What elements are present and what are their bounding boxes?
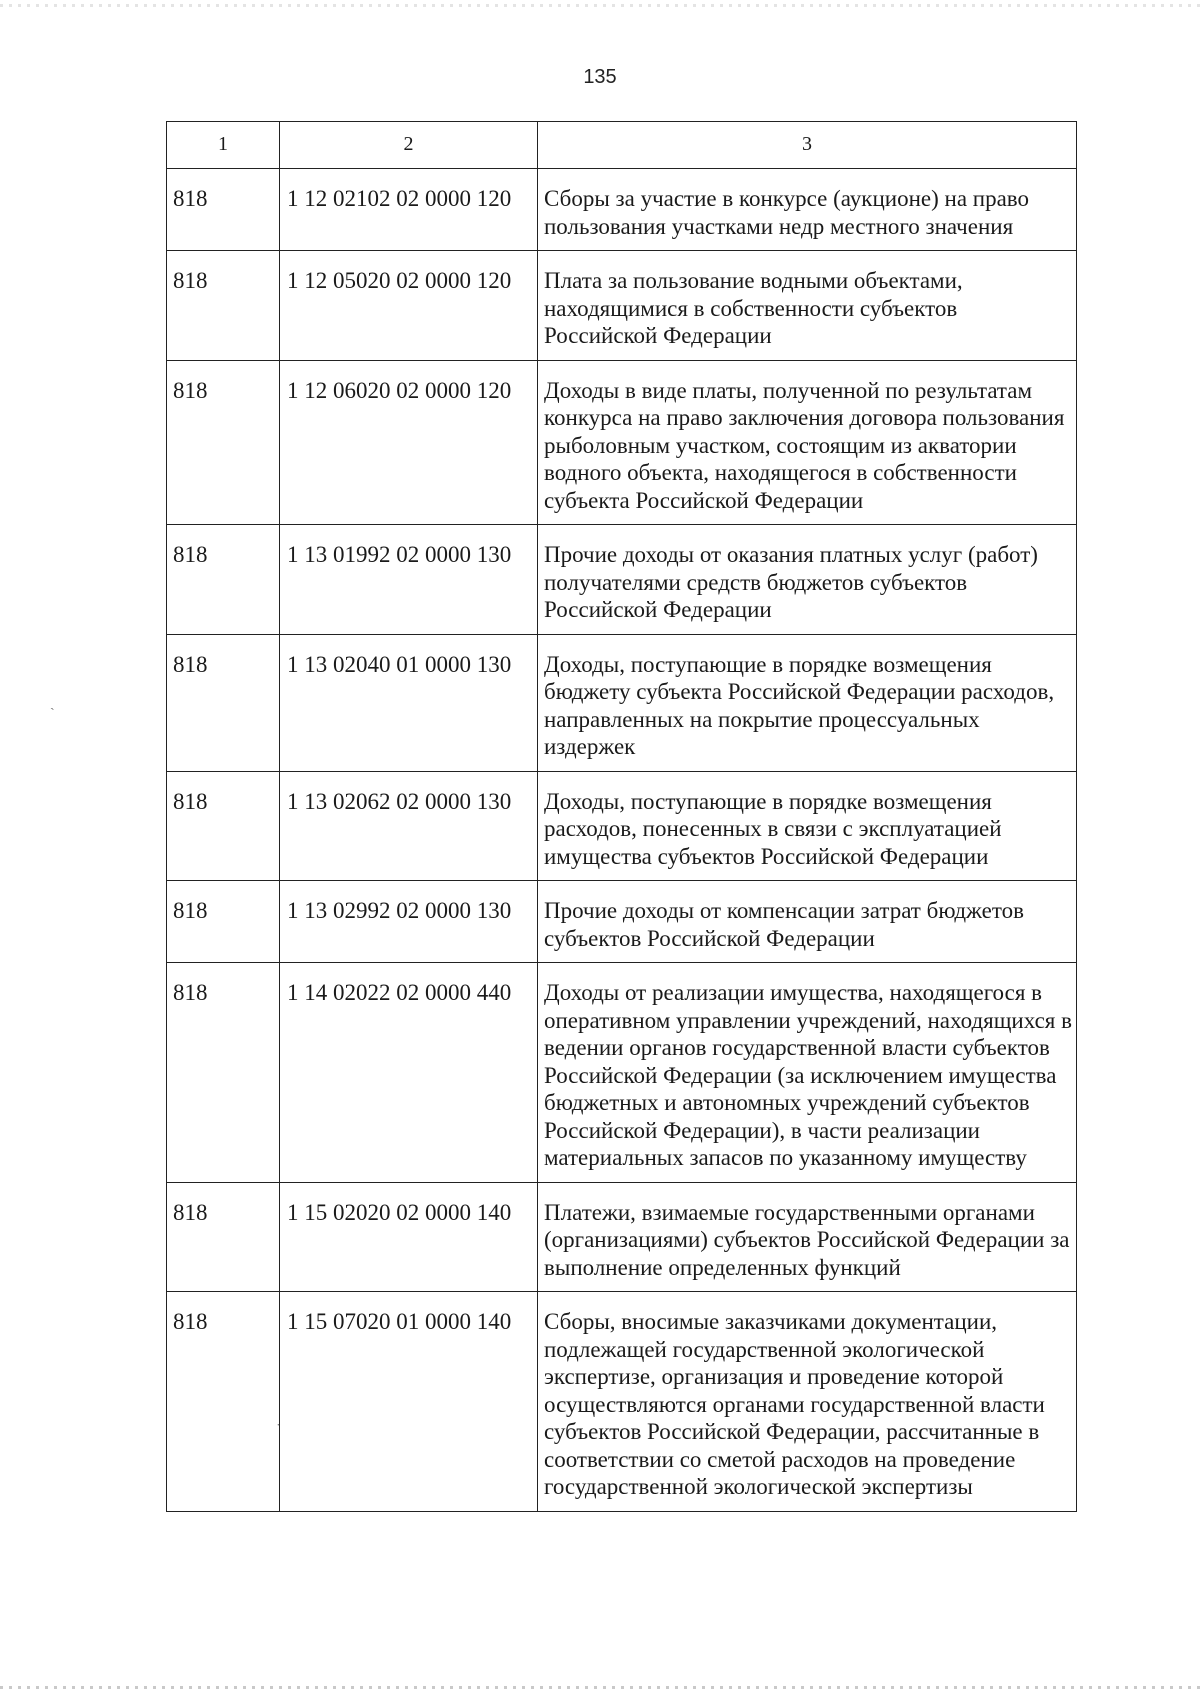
row-code: 818 [167, 1292, 280, 1512]
row-code: 818 [167, 525, 280, 635]
row-kbk-code: 1 13 02992 02 0000 130 [280, 881, 538, 963]
row-kbk-code: 1 13 02040 01 0000 130 [280, 634, 538, 771]
scan-edge-bottom [0, 1686, 1200, 1689]
row-kbk-code: 1 12 02102 02 0000 120 [280, 169, 538, 251]
table-row [167, 1292, 1077, 1512]
scan-speck: ˏ [50, 696, 55, 711]
row-kbk-code: 1 12 05020 02 0000 120 [280, 251, 538, 361]
row-income-name: Доходы в виде платы, полученной по результатам конкурса на право заключения договора пользования рыболовным участком, состоящим из акватории водного объекта, находящегося в собственности субъекта Российской Федерации [538, 360, 1077, 525]
row-kbk-code: 1 13 01992 02 0000 130 [280, 525, 538, 635]
table-row [167, 360, 1077, 525]
row-code: 818 [167, 771, 280, 881]
table-row [167, 525, 1077, 635]
table-body [167, 122, 1077, 1512]
table-row [167, 169, 1077, 251]
row-income-name: Плата за пользование водными объектами, находящимися в собственности субъектов Российской Федерации [538, 251, 1077, 361]
scan-edge-top [0, 4, 1200, 7]
scan-speck: ˙ [276, 1422, 281, 1437]
row-code: 818 [167, 881, 280, 963]
row-code: 818 [167, 360, 280, 525]
table-row [167, 1182, 1077, 1292]
table-row [167, 634, 1077, 771]
row-code: 818 [167, 634, 280, 771]
header-col-2: 2 [280, 122, 538, 169]
row-income-name: Сборы за участие в конкурсе (аукционе) на право пользования участками недр местного значения [538, 169, 1077, 251]
table-row [167, 771, 1077, 881]
page-number: 135 [583, 66, 617, 88]
row-kbk-code: 1 14 02022 02 0000 440 [280, 963, 538, 1183]
row-income-name: Сборы, вносимые заказчиками документации, подлежащей государственной экологической экспертизе, организация и проведение которой осуществляются органами государственной власти субъектов Российской Федерации, рассчитанные в соответствии со сметой расходов на проведение государственной экологической экспертизы [538, 1292, 1077, 1512]
row-code: 818 [167, 169, 280, 251]
row-code: 818 [167, 963, 280, 1183]
row-kbk-code: 1 13 02062 02 0000 130 [280, 771, 538, 881]
row-code: 818 [167, 251, 280, 361]
table-row [167, 881, 1077, 963]
row-income-name: Доходы от реализации имущества, находящегося в оперативном управлении учреждений, находящихся в ведении органов государственной власти субъектов Российской Федерации (за исключением имущества бюджетных и автономных учреждений субъектов Российской Федерации), в части реализации материальных запасов по указанному имуществу [538, 963, 1077, 1183]
row-kbk-code: 1 15 07020 01 0000 140 [280, 1292, 538, 1512]
revenue-codes-table [166, 121, 1077, 1512]
row-income-name: Доходы, поступающие в порядке возмещения расходов, понесенных в связи с эксплуатацией имущества субъектов Российской Федерации [538, 771, 1077, 881]
row-code: 818 [167, 1182, 280, 1292]
header-col-3: 3 [538, 122, 1077, 169]
table-row [167, 251, 1077, 361]
row-kbk-code: 1 15 02020 02 0000 140 [280, 1182, 538, 1292]
header-col-1: 1 [167, 122, 280, 169]
table-row [167, 963, 1077, 1183]
row-income-name: Прочие доходы от компенсации затрат бюджетов субъектов Российской Федерации [538, 881, 1077, 963]
row-income-name: Доходы, поступающие в порядке возмещения бюджету субъекта Российской Федерации расходов, направленных на покрытие процессуальных издержек [538, 634, 1077, 771]
row-income-name: Платежи, взимаемые государственными органами (организациями) субъектов Российской Федерации за выполнение определенных функций [538, 1182, 1077, 1292]
row-income-name: Прочие доходы от оказания платных услуг (работ) получателями средств бюджетов субъектов Российской Федерации [538, 525, 1077, 635]
row-kbk-code: 1 12 06020 02 0000 120 [280, 360, 538, 525]
table-header-row [167, 122, 1077, 169]
